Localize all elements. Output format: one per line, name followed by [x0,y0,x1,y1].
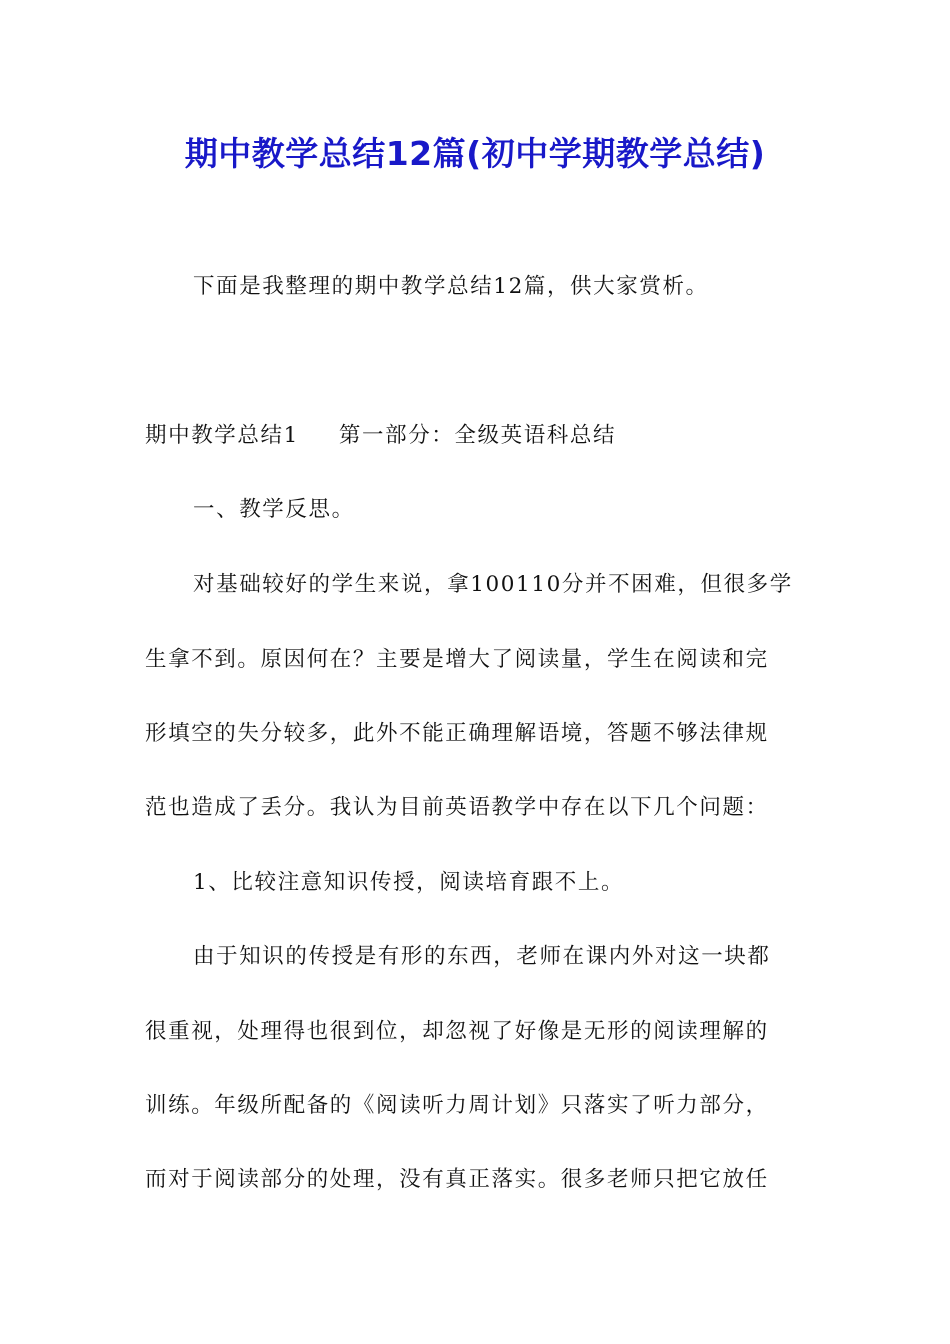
paragraph-2-line-2: 很重视，处理得也很到位，却忽视了好像是无形的阅读理解的 [145,1019,769,1044]
paragraph-2-line-1: 由于知识的传授是有形的东西，老师在课内外对这一块都 [193,944,771,969]
section-header-line [145,421,810,451]
paragraph-2-line-3: 训练。年级所配备的《阅读听力周计划》只落实了听力部分， [145,1093,769,1118]
paragraph-1-line-2: 生拿不到。原因何在？主要是增大了阅读量，学生在阅读和完 [145,647,769,672]
paragraph-1-line-1: 对基础较好的学生来说，拿100110分并不困难，但很多学 [193,572,793,597]
point-1: 1、比较注意知识传授，阅读培育跟不上。 [193,870,625,895]
paragraph-1-line-4: 范也造成了丢分。我认为目前英语教学中存在以下几个问题： [145,795,769,820]
section-label: 期中教学总结1 [145,423,299,448]
section-heading: 第一部分：全级英语科总结 [338,423,617,448]
document-title: 期中教学总结12篇(初中学期教学总结) [184,134,766,173]
intro-text: 下面是我整理的期中教学总结12篇，供大家赏析。 [193,274,709,299]
paragraph-2-line-4: 而对于阅读部分的处理，没有真正落实。很多老师只把它放任 [145,1167,769,1192]
heading-1: 一、教学反思。 [193,497,355,522]
paragraph-1-line-3: 形填空的失分较多，此外不能正确理解语境，答题不够法律规 [145,721,769,746]
